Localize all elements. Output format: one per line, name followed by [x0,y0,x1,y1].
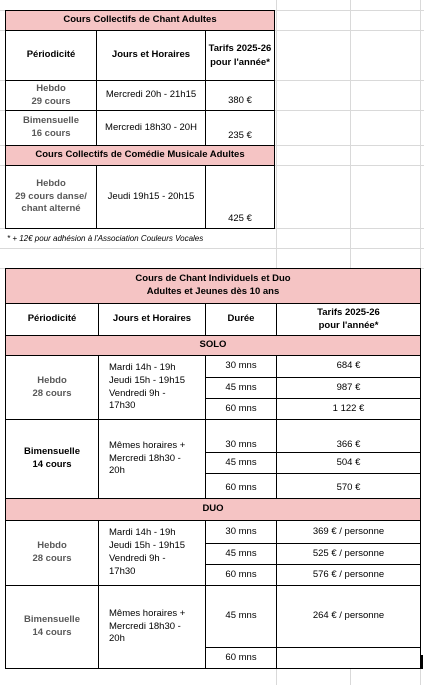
collective-row-1-price: 380 € [205,80,275,111]
solo-group-2-price-2: 504 € [276,452,421,474]
collective-header-periodicity: Périodicité [5,30,97,81]
solo-group-2-price-1: 366 € [276,419,421,461]
solo-group-1-duration-2: 45 mns [205,377,277,399]
duo-group-1-duration-1: 30 mns [205,520,277,544]
musical-price: 425 € [205,165,275,229]
duo-group-2-price-1: 264 € / personne [276,585,421,648]
musical-periodicity: Hebdo 29 cours danse/ chant alterné [5,165,97,229]
duo-group-1-price-1: 369 € / personne [276,520,421,544]
individual-header-duration: Durée [205,303,277,336]
solo-group-1-duration-1: 30 mns [205,355,277,378]
duo-group-1-schedule: Mardi 14h - 19h Jeudi 15h - 19h15 Vendredi 9h - 17h30 [98,520,206,586]
duo-group-2-price-2 [276,647,421,669]
duo-group-1-duration-3: 60 mns [205,564,277,586]
solo-group-2-periodicity: Bimensuelle 14 cours [5,419,99,499]
musical-title: Cours Collectifs de Comédie Musicale Adultes [5,145,275,166]
collective-row-1-schedule: Mercredi 20h - 21h15 [96,80,206,111]
musical-schedule: Jeudi 19h15 - 20h15 [96,165,206,229]
duo-group-1-periodicity: Hebdo 28 cours [5,520,99,586]
solo-group-1-price-2: 987 € [276,377,421,399]
collective-row-2-price: 235 € [205,110,275,146]
solo-group-1-price-1: 684 € [276,355,421,378]
individual-header-schedule: Jours et Horaires [98,303,206,336]
duo-section-label: DUO [5,498,421,521]
collective-row-2-periodicity: Bimensuelle 16 cours [5,110,97,146]
solo-group-1-price-3: 1 122 € [276,398,421,420]
collective-row-2-schedule: Mercredi 18h30 - 20H [96,110,206,146]
solo-group-2-duration-3: 60 mns [205,473,277,499]
solo-group-2-price-3: 570 € [276,473,421,499]
duo-group-2-periodicity: Bimensuelle 14 cours [5,585,99,669]
duo-group-1-duration-2: 45 mns [205,543,277,565]
individual-header-price: Tarifs 2025-26 pour l'année* [276,303,421,336]
solo-group-1-schedule: Mardi 14h - 19h Jeudi 15h - 19h15 Vendredi 9h - 17h30 [98,355,206,420]
solo-group-1-periodicity: Hebdo 28 cours [5,355,99,420]
collective-row-1-periodicity: Hebdo 29 cours [5,80,97,111]
cursor-mark [421,655,423,669]
solo-group-1-duration-3: 60 mns [205,398,277,420]
solo-group-2-duration-1: 30 mns [205,419,277,461]
solo-section-label: SOLO [5,335,421,356]
duo-group-2-duration-1: 45 mns [205,585,277,648]
collective-title: Cours Collectifs de Chant Adultes [5,10,275,31]
footnote: * + 12€ pour adhésion à l'Association Couleurs Vocales [7,234,204,243]
solo-group-2-duration-2: 45 mns [205,452,277,474]
solo-group-2-schedule: Mêmes horaires + Mercredi 18h30 - 20h [98,419,206,499]
individual-header-periodicity: Périodicité [5,303,99,336]
collective-header-schedule: Jours et Horaires [96,30,206,81]
individual-title: Cours de Chant Individuels et Duo Adultes et Jeunes dès 10 ans [5,268,421,304]
duo-group-2-schedule: Mêmes horaires + Mercredi 18h30 - 20h [98,585,206,669]
duo-group-1-price-2: 525 € / personne [276,543,421,565]
duo-group-2-duration-2: 60 mns [205,647,277,669]
duo-group-1-price-3: 576 € / personne [276,564,421,586]
collective-header-price: Tarifs 2025-26 pour l'année* [205,30,275,81]
